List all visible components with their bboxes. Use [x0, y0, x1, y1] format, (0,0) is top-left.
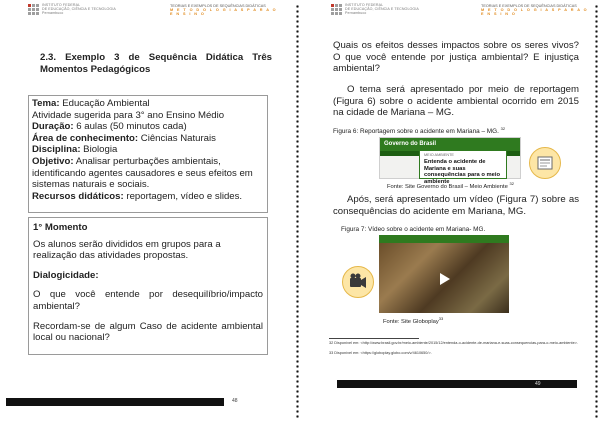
figure-7-video[interactable]: [379, 235, 509, 313]
page-header: [28, 3, 278, 19]
objetivo-line: Objetivo: Analisar perturbações ambientais, identificando agentes causadores e seus efeitos em sistemas naturais e sociais.: [32, 155, 253, 191]
duracao-line: Duração: 6 aulas (50 minutos cada): [32, 121, 187, 133]
figure-6-source: Fonte: Site Governo do Brasil – Meio Ambiente $^{32}$: [387, 181, 514, 190]
spine-dots: [296, 4, 299, 420]
footer-bar: [6, 398, 224, 406]
footnote-32: 32 Disponível em: <http://www.brasil.gov.br/meio-ambiente/2015/12/entenda-o-acidente-de-mariana-e-suas-consequencias-para-o-meio-ambiente>.: [329, 341, 578, 345]
header-title: TEORIAS E EXEMPLOS DE SEQUÊNCIAS DIDÁTICAS: [481, 4, 577, 8]
logo-icon: [331, 4, 342, 15]
header-title-block: [481, 4, 591, 16]
footer-bar: [337, 380, 577, 388]
left-page: [0, 0, 290, 424]
lesson-info-box: [28, 95, 268, 213]
momento-text: Os alunos serão divididos em grupos para a realização das atividades propostas.: [33, 238, 221, 262]
institute-line-1: INSTITUTO FEDERAL: [42, 3, 81, 7]
video-camera-icon: [342, 266, 374, 298]
section-tag: MEIO AMBIENTE: [424, 153, 454, 157]
dialogicidade-title: Dialogicidade:: [33, 269, 99, 281]
footnote-rule: [329, 338, 419, 339]
institute-logo: [331, 3, 419, 16]
institute-line-2: DE EDUCAÇÃO, CIÊNCIA E TECNOLOGIA: [345, 7, 419, 12]
header-title-block: [170, 4, 278, 16]
header-subtitle: M E T O D O L O G I A S P A R A O E N S I N O: [481, 8, 589, 16]
momento-title: 1° Momento: [33, 222, 88, 233]
figure-7-source: Fonte: Site Globoplay$^{33}$: [383, 316, 444, 325]
moment-box: [28, 217, 268, 355]
figure-6-zoom: [419, 150, 507, 185]
figure-6-caption: Figura 6: Reportagem sobre o acidente em Mariana – MG. $^{32}$: [333, 126, 506, 136]
logo-icon: [28, 4, 39, 15]
institute-line-2: DE EDUCAÇÃO, CIÊNCIA E TECNOLOGIA: [42, 7, 116, 12]
institute-line-1: INSTITUTO FEDERAL: [345, 3, 384, 7]
header-title: TEORIAS E EXEMPLOS DE SEQUÊNCIAS DIDÁTICAS: [170, 4, 266, 8]
intro-questions: Quais os efeitos desses impactos sobre os seres vivos? O que você entende por justiça ambiental? E injustiça ambiental?: [333, 40, 579, 75]
page-number: 48: [232, 398, 238, 404]
atividade-line: Atividade sugerida para 3° ano Ensino Médio: [32, 109, 225, 121]
right-page: [305, 0, 600, 424]
recursos-line: Recursos didáticos: reportagem, vídeo e slides.: [32, 190, 243, 202]
page-edge-dots: [595, 4, 598, 420]
paragraph-1: O tema será apresentado por meio de reportagem (Figura 6) sobre o acidente ambiental ocorrido em 2015 na cidade de Mariana – MG.: [333, 84, 579, 119]
paragraph-2: Após, será apresentado um vídeo (Figura 7) sobre as consequências do acidente em Mariana, MG.: [333, 194, 579, 217]
headline: Entenda o acidente de Mariana e suas consequências para o meio ambiente: [424, 159, 501, 185]
gov-site-name: Governo do Brasil: [380, 138, 520, 151]
newspaper-icon: [529, 147, 561, 179]
footnote-33: 33 Disponível em: <https://globoplay.globo.com/v/4610650/>.: [329, 351, 432, 355]
header-subtitle: M E T O D O L O G I A S P A R A O E N S I N O: [170, 8, 278, 16]
play-icon[interactable]: [440, 273, 450, 285]
figure-7-caption: Figura 7: Vídeo sobre o acidente em Mariana- MG.: [341, 226, 486, 233]
page-number: 49: [535, 381, 541, 387]
area-line: Área de conhecimento: Ciências Naturais: [32, 132, 216, 144]
video-header-bar: [379, 235, 509, 243]
question-2: Recordam-se de algum Caso de acidente ambiental local ou nacional?: [33, 320, 263, 344]
disciplina-line: Disciplina: Biologia: [32, 144, 118, 156]
page-header: [331, 3, 591, 19]
institute-line-3: Pernambuco: [42, 11, 64, 16]
institute-line-3: Pernambuco: [345, 11, 367, 16]
institute-logo: [28, 3, 116, 16]
tema-line: Tema: Educação Ambiental: [32, 98, 150, 109]
question-1: O que você entende por desequilíbrio/impacto ambiental?: [33, 289, 263, 312]
section-title: 2.3. Exemplo 3 de Sequência Didática Três Momentos Pedagógicos: [40, 52, 272, 75]
